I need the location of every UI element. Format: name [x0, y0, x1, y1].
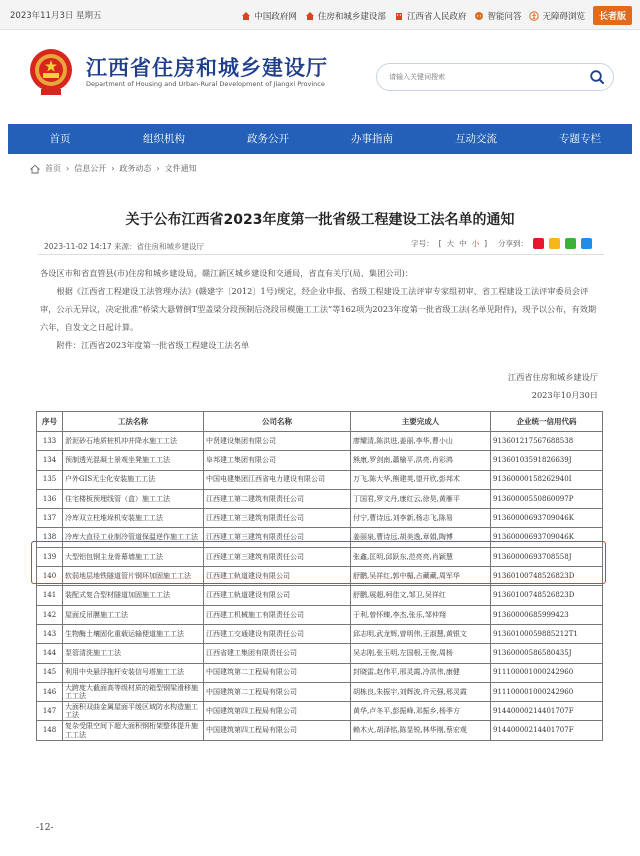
home-icon [241, 11, 251, 21]
cell-method: 装配式复合型材隧道加固施工工法 [63, 586, 204, 605]
site-title[interactable]: 江西省住房和城乡建设厅 [86, 57, 328, 80]
cell-method: 住宅楼板预埋线管（盒）施工工法 [63, 489, 204, 508]
attachment-note: 附件：江西省2023年度第一批省级工程建设工法名单 [56, 340, 250, 350]
addressee-paragraph: 各设区市和省直管县(市)住房和城乡建设局，赣江新区城乡建设和交通局，省直有关厅(局、集团公司)： [40, 268, 414, 278]
table-row [37, 644, 603, 663]
share-label: 分享到： [498, 239, 528, 248]
link-jiangxi-gov-label: 江西省人民政府 [406, 11, 467, 22]
cell-people: 封晓雷,赵伟平,邢灵霞,冷洪伟,康健 [351, 663, 491, 682]
table-row [37, 432, 603, 451]
nav-government-affairs[interactable]: 政务公开 [247, 133, 289, 145]
cell-number: 136 [37, 489, 63, 508]
building-icon [394, 11, 404, 21]
top-links [241, 6, 632, 25]
font-size-label: 字号： [411, 239, 434, 248]
cell-company: 江西建工第三建筑有限责任公司 [204, 528, 351, 547]
table-row [37, 682, 603, 701]
highlight-box [31, 541, 606, 584]
cell-credit-code: 91360000685999423 [491, 605, 603, 624]
table-row [37, 509, 603, 528]
cell-people: 姜丽泉,曹诗远,胡美逸,章娟,陶博 [351, 528, 491, 547]
table-row [37, 624, 603, 643]
cell-people: 丁国君,罗文丹,康红云,徐昊,黄雁平 [351, 489, 491, 508]
cell-method: 生物酶土壤固化重载运输便道施工工法 [63, 624, 204, 643]
cell-method: 大跨度大截面高等级材质的箱型钢梁滑移施工工法 [63, 682, 204, 701]
cell-credit-code: 911100001000242960 [491, 663, 603, 682]
cell-company: 中国电建集团江西省电力建设有限公司 [204, 470, 351, 489]
article-source: 来源：省住房和城乡建设厅 [113, 242, 204, 251]
breadcrumb [30, 163, 197, 174]
elder-mode-button[interactable]: 长者版 [593, 6, 632, 25]
font-size-bracket: ] [484, 239, 487, 248]
breadcrumb-news[interactable]: 政务动态 [119, 164, 152, 173]
cell-method: 预制透光混凝土景观坐凳施工工法 [63, 451, 204, 470]
cell-method: 户外GIS无尘化安装施工工法 [63, 470, 204, 489]
article-title: 关于公布江西省2023年度第一批省级工程建设工法名单的通知 [125, 212, 515, 228]
cell-people: 胡栋良,朱振宇,刘辉波,许元强,邢灵霞 [351, 682, 491, 701]
cell-people: 万飞,陈大华,熊建英,望开欣,彭邦术 [351, 470, 491, 489]
breadcrumb-info-public[interactable]: 信息公开 [74, 164, 107, 173]
cell-company: 江西建工轨道建设有限公司 [204, 567, 351, 586]
publish-date: 2023-11-02 14:17 [44, 242, 112, 251]
cell-number: 146 [37, 682, 63, 701]
cell-company: 中贤建设集团有限公司 [204, 432, 351, 451]
cell-number: 138 [37, 528, 63, 547]
site-subtitle: Department of Housing and Urban-Rural Development of Jiangxi Province [86, 80, 325, 88]
table-row [37, 663, 603, 682]
divider [38, 254, 604, 255]
link-smart-qa-label: 智能问答 [487, 11, 522, 22]
cell-credit-code: 913601217567688538 [491, 432, 603, 451]
sign-date: 2023年10月30日 [531, 390, 598, 400]
cell-credit-code: 91360100059885212T1 [491, 624, 603, 643]
qzone-icon[interactable] [549, 238, 560, 249]
article-body [40, 264, 602, 354]
col-header-method: 工法名称 [63, 412, 204, 432]
cell-number: 147 [37, 702, 63, 721]
cell-people: 廖耀清,陈洪进,姜丽,李华,曹小山 [351, 432, 491, 451]
cell-company: 江西建工交通建设有限责任公司 [204, 624, 351, 643]
cell-number: 142 [37, 605, 63, 624]
link-accessibility[interactable] [529, 10, 585, 22]
table-row [37, 721, 603, 740]
table-row [37, 702, 603, 721]
home-icon [305, 11, 315, 21]
col-header-people: 主要完成人 [351, 412, 491, 432]
link-jiangxi-gov[interactable] [394, 10, 467, 22]
cell-method: 屋面反吊膜施工工法 [63, 605, 204, 624]
cell-method: 冷库大直径工业制冷管道保温逆作施工工法 [63, 528, 204, 547]
cell-credit-code: 91440000214401707F [491, 721, 603, 740]
cell-number: 134 [37, 451, 63, 470]
qq-icon[interactable] [581, 238, 592, 249]
search-box [376, 63, 614, 91]
cell-company: 江西省建工集团有限责任公司 [204, 644, 351, 663]
font-size-medium[interactable]: 中 [459, 239, 467, 248]
link-mohurd[interactable] [305, 10, 386, 22]
cell-company: 江西建工轨道建设有限公司 [204, 586, 351, 605]
cell-credit-code: 91360000693709046K [491, 509, 603, 528]
cell-credit-code: 91360000693709046K [491, 528, 603, 547]
cell-people: 赖木火,胡泽铭,陈显锐,林华刚,蔡宏观 [351, 721, 491, 740]
cell-people: 于利,曾怀臻,李杰,张乐,邹仲翔 [351, 605, 491, 624]
signer: 江西省住房和城乡建设厅 [507, 372, 598, 382]
nav-special-topics[interactable]: 专题专栏 [559, 133, 601, 145]
table-row [37, 489, 603, 508]
top-bar [0, 0, 640, 30]
cell-people: 邱志明,武龙辉,曾明伟,王淑慧,黄银文 [351, 624, 491, 643]
wechat-icon[interactable] [565, 238, 576, 249]
col-header-credit-code: 企业统一信用代码 [491, 412, 603, 432]
cell-number: 135 [37, 470, 63, 489]
cell-method: 软弱地层地铁隧道管片钢环加固施工工法 [63, 567, 204, 586]
link-accessibility-label: 无障碍浏览 [542, 11, 585, 22]
national-emblem-icon[interactable] [27, 45, 75, 97]
accessibility-icon [529, 11, 539, 21]
cell-credit-code: 91360000586580435J [491, 644, 603, 663]
cell-number: 141 [37, 586, 63, 605]
cell-number: 145 [37, 663, 63, 682]
nav-organization[interactable]: 组织机构 [143, 133, 185, 145]
cell-company: 江西建工第二建筑有限责任公司 [204, 489, 351, 508]
cell-method: 冷库双立柱堆垛机安装施工工法 [63, 509, 204, 528]
nav-interaction[interactable]: 互动交流 [455, 133, 497, 145]
cell-company: 江西建工第三建筑有限责任公司 [204, 509, 351, 528]
link-smart-qa[interactable] [474, 10, 521, 22]
table-row [37, 586, 603, 605]
cell-people: 张鑫,匡明,邱跃东,范亮亮,肖颖慧 [351, 547, 491, 566]
font-size-bracket: [ [438, 239, 442, 248]
cell-people: 熊康,罗剑南,蕭榆平,洪亮,肖彩鸿 [351, 451, 491, 470]
main-paragraph: 根据《江西省工程建设工法管理办法》(赣建字〔2012〕1号)规定，经企业申报、省级工程建设工法评审专家组初审、省工程建设工法评审委员会评审，公示无异议，决定批准“桥梁大悬臂倒T型盖梁分段预制后浇段吊模施工工法”等162项为2023年度第一批省级工法(名单见附件)，现予以公布，有效期六年，自发文之日起计算。 [40, 286, 597, 332]
cell-company: 中国建筑第四工程局有限公司 [204, 721, 351, 740]
cell-method: 大型铝包钢主龙骨幕墙施工工法 [63, 547, 204, 566]
cell-people: 舒鹏,吴祥红,郭中楣,占藏藏,周军华 [351, 567, 491, 586]
search-input[interactable] [389, 70, 579, 84]
weibo-icon[interactable] [533, 238, 544, 249]
cell-credit-code: 91360100748526823D [491, 586, 603, 605]
cell-company: 中国建筑第二工程局有限公司 [204, 663, 351, 682]
link-mohurd-label: 住房和城乡建设部 [317, 11, 386, 22]
cell-credit-code: 91360100748526823D [491, 567, 603, 586]
cell-method: 淤泥砂石地质桩机冲并降水施工工法 [63, 432, 204, 451]
cell-credit-code: 91360000158262940I [491, 470, 603, 489]
cell-number: 137 [37, 509, 63, 528]
cell-method: 利用中央悬浮拖杆安装信号塔施工工法 [63, 663, 204, 682]
cell-company: 江西建工第三建筑有限责任公司 [204, 547, 351, 566]
table-header-row [37, 412, 603, 432]
cell-company: 中国建筑第四工程局有限公司 [204, 702, 351, 721]
table-row [37, 451, 603, 470]
col-header-number: 序号 [37, 412, 63, 432]
cell-company: 中国建筑第二工程局有限公司 [204, 682, 351, 701]
home-icon [30, 164, 40, 174]
font-size-large[interactable]: 大 [446, 239, 455, 248]
cell-method: 复杂受限空间下超大面积钢桁架整体提升施工工法 [63, 721, 204, 740]
cell-credit-code: 91360000693708558J [491, 547, 603, 566]
cell-people: 舒鹏,展超,柯佳文,邹卫,吴祥红 [351, 586, 491, 605]
link-gov-cn[interactable] [241, 10, 297, 22]
cell-company: 江西建工机械施工有限责任公司 [204, 605, 351, 624]
chat-icon [474, 11, 484, 21]
table-body [37, 432, 603, 741]
breadcrumb-separator: › [156, 164, 160, 173]
breadcrumb-home[interactable]: 首页 [45, 164, 61, 173]
col-header-company: 公司名称 [204, 412, 351, 432]
breadcrumb-separator: › [111, 164, 115, 173]
site-header [0, 30, 640, 122]
cell-credit-code: 91360000550860097P [491, 489, 603, 508]
nav-service-guide[interactable]: 办事指南 [351, 133, 393, 145]
main-nav [8, 124, 632, 154]
breadcrumb-separator: › [66, 164, 70, 173]
cell-method: 大面积双曲金属屋面平缓区域防水构造施工工法 [63, 702, 204, 721]
article-meta [44, 241, 204, 252]
link-gov-cn-label: 中国政府网 [254, 11, 297, 22]
cell-people: 吴志刚,张玉明,左国根,王俊,周杨 [351, 644, 491, 663]
article-tools [411, 238, 592, 249]
cell-number: 133 [37, 432, 63, 451]
table-row [37, 470, 603, 489]
cell-people: 付宁,曹诗远,刘李新,杨志飞,陈易 [351, 509, 491, 528]
cell-number: 148 [37, 721, 63, 740]
page-number: -12- [36, 823, 54, 833]
cell-number: 144 [37, 644, 63, 663]
cell-credit-code: 91440000214401707F [491, 702, 603, 721]
table-row [37, 605, 603, 624]
font-size-small[interactable]: 小 [471, 239, 480, 248]
cell-number: 140 [37, 567, 63, 586]
search-icon[interactable] [589, 69, 605, 85]
current-date: 2023年11月3日 星期五 [10, 11, 102, 21]
cell-number: 139 [37, 547, 63, 566]
nav-home[interactable]: 首页 [49, 133, 71, 145]
cell-people: 黄华,卢冬平,彭振峰,邓振乡,杨季方 [351, 702, 491, 721]
breadcrumb-notices[interactable]: 文件通知 [164, 164, 197, 173]
cell-credit-code: 911100001000242960 [491, 682, 603, 701]
cell-company: 阜邦建工集团有限公司 [204, 451, 351, 470]
cell-credit-code: 91360103591826639J [491, 451, 603, 470]
cell-method: 泵管清洗施工工法 [63, 644, 204, 663]
cell-number: 143 [37, 624, 63, 643]
